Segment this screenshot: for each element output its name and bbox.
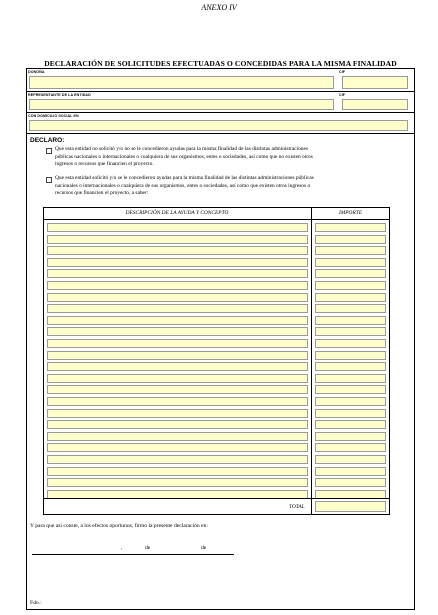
amount-cell[interactable] xyxy=(315,478,386,487)
description-cell[interactable] xyxy=(47,467,308,476)
description-cell[interactable] xyxy=(47,235,308,244)
amount-cell[interactable] xyxy=(315,374,386,383)
option-2-checkbox[interactable] xyxy=(46,177,52,183)
description-cell[interactable] xyxy=(47,281,308,290)
amount-cell[interactable] xyxy=(315,293,386,302)
annex-label: ANEXO IV xyxy=(201,3,237,12)
description-cell[interactable] xyxy=(47,258,308,267)
statement-text: Y para que así conste, a los efectos oportunos, firmo la presente declaración en: xyxy=(30,523,208,529)
description-cell[interactable] xyxy=(47,432,308,441)
cif-field[interactable] xyxy=(342,76,408,89)
description-cell[interactable] xyxy=(47,409,308,418)
option-2-line: Que esta entidad solicitó y/o se le concedieron ayudas para la misma finalidad de las distintas administraciones públicas xyxy=(55,175,314,181)
description-cell[interactable] xyxy=(47,339,308,348)
description-cell[interactable] xyxy=(47,246,308,255)
option-2-line: nacionales o internacionales o cualquiera de sus organismos, entes o sociedades, así como que existen otros ingresos o xyxy=(55,182,311,189)
date-de-2: de xyxy=(201,545,207,551)
nif-label: CIF xyxy=(339,93,346,97)
total-label: TOTAL xyxy=(289,504,305,510)
option-1-checkbox[interactable] xyxy=(46,148,52,154)
amount-cell[interactable] xyxy=(315,246,386,255)
amount-cell[interactable] xyxy=(315,339,386,348)
divider xyxy=(26,112,415,113)
donor-label: DONOÑA xyxy=(28,70,45,74)
divider xyxy=(26,133,415,134)
description-header: DESCRIPCIÓN DE LA AYUDA Y CONCEPTO xyxy=(125,210,229,216)
amount-header: IMPORTE xyxy=(338,210,363,216)
place-date-line xyxy=(32,554,234,555)
description-cell[interactable] xyxy=(47,420,308,429)
amount-cell[interactable] xyxy=(315,397,386,406)
address-field[interactable] xyxy=(29,120,408,131)
description-cell[interactable] xyxy=(47,269,308,278)
amount-cell[interactable] xyxy=(315,409,386,418)
amount-cell[interactable] xyxy=(315,385,386,394)
description-cell[interactable] xyxy=(47,351,308,360)
total-field[interactable] xyxy=(315,501,386,512)
amount-cell[interactable] xyxy=(315,223,386,232)
page-title: DECLARACIÓN DE SOLICITUDES EFECTUADAS O CONCEDIDAS PARA LA MISMA FINALIDAD xyxy=(44,59,397,68)
total-divider xyxy=(43,498,390,499)
column-divider xyxy=(311,207,312,515)
donor-field[interactable] xyxy=(29,76,334,89)
option-1-text xyxy=(55,146,400,169)
description-cell[interactable] xyxy=(47,385,308,394)
header-divider xyxy=(43,219,390,220)
description-cell[interactable] xyxy=(47,293,308,302)
description-cell[interactable] xyxy=(47,223,308,232)
description-cell[interactable] xyxy=(47,316,308,325)
amount-cell[interactable] xyxy=(315,281,386,290)
amount-cell[interactable] xyxy=(315,269,386,278)
description-cell[interactable] xyxy=(47,478,308,487)
option-1-line: ingresos o recursos que financien el proyecto. xyxy=(55,161,154,168)
amount-cell[interactable] xyxy=(315,432,386,441)
address-label: CON DOMICILIO SOCIAL EN xyxy=(28,114,79,118)
representative-field[interactable] xyxy=(29,99,334,110)
option-2-text xyxy=(55,175,400,198)
amount-cell[interactable] xyxy=(315,235,386,244)
signature-label: Fdo.: xyxy=(30,600,42,606)
representative-label: REPRESENTANTE DE LA ENTIDAD xyxy=(28,93,91,97)
amount-cell[interactable] xyxy=(315,327,386,336)
description-cell[interactable] xyxy=(47,443,308,452)
amount-cell[interactable] xyxy=(315,420,386,429)
amount-cell[interactable] xyxy=(315,351,386,360)
nif-field[interactable] xyxy=(342,99,408,110)
amount-cell[interactable] xyxy=(315,455,386,464)
cif-label: CIF xyxy=(339,70,346,74)
description-cell[interactable] xyxy=(47,397,308,406)
option-1-line: Que esta entidad no solicitó y/o no se le concedieron ayudas para la misma finalidad de las distintas administraciones xyxy=(55,146,308,152)
amount-cell[interactable] xyxy=(315,362,386,371)
description-cell[interactable] xyxy=(47,304,308,313)
amount-cell[interactable] xyxy=(315,316,386,325)
option-1-line: públicas nacionales o internacionales o cualquiera de sus organismos, entes o sociedades, así como que no existen otros xyxy=(55,153,313,160)
description-cell[interactable] xyxy=(47,327,308,336)
amount-cell[interactable] xyxy=(315,467,386,476)
amount-cell[interactable] xyxy=(315,258,386,267)
description-cell[interactable] xyxy=(47,362,308,371)
declaro-heading: DECLARO: xyxy=(30,137,65,144)
description-cell[interactable] xyxy=(47,455,308,464)
date-de-1: de xyxy=(145,545,151,551)
option-2-line: recursos que financien el proyecto, a saber: xyxy=(55,190,149,197)
comma-separator: , xyxy=(121,545,123,551)
amount-cell[interactable] xyxy=(315,304,386,313)
description-cell[interactable] xyxy=(47,374,308,383)
amount-cell[interactable] xyxy=(315,443,386,452)
divider xyxy=(26,91,415,92)
